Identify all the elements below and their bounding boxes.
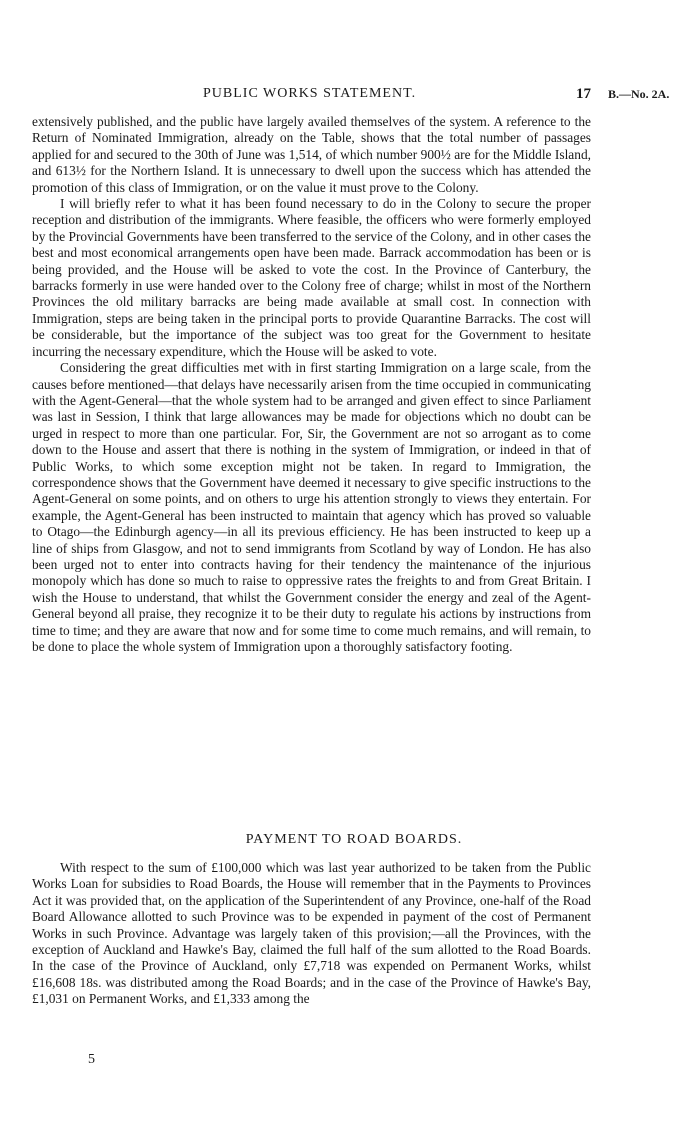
page-header	[0, 86, 700, 106]
paragraph-reception-distribution: I will briefly refer to what it has been found necessary to do in the Colony to secure the proper reception and distribution of the immigrants. Where feasible, the officers who were formerly employed by the Provincial Governments have been transferred to the service of the Colony, and in other cases the best and most economical arrangements open have been made. Barrack accommodation has been or is being provided, and the House will be asked to vote the cost. In the Province of Canterbury, the barracks formerly in use were handed over to the Colony free of charge; whilst in most of the Northern Provinces the old military barracks are being made available at small cost. In connection with Immigration, steps are being taken in the principal ports to provide Quarantine Barracks. The cost will be considerable, but the importance of the subject was too great for the Government to hesitate incurring the necessary expenditure, which the House will be asked to vote.	[32, 196, 591, 359]
paragraph-difficulties: Considering the great difficulties met with in first starting Immigration on a large scale, from the causes before mentioned—that delays have necessarily arisen from the time occupied in communicating with the Agent-General—that the whole system had to be arranged and given effect to since Parliament was last in Session, I think that large allowances may be made for objections which no doubt can be urged in respect to more than one particular. For, Sir, the Government are not so arrogant as to come down to the House and assert that there is nothing in the system of Immigration, or indeed in that of Public Works, to which some exception might not be taken. In regard to Immigration, the correspondence shows that the Government have deemed it necessary to give specific instructions to the Agent-General on some points, and on others to urge his attention strongly to views they entertain. For example, the Agent-General has been instructed to maintain that agency which has proved so valuable to Otago—the Edinburgh agency—in all its previous efficiency. He has been instructed to keep up a line of ships from Glasgow, and not to send immigrants from Scotland by way of London. He has also been urged not to enter into contracts having for their tendency the maintenance of the injurious monopoly which has done so much to raise to oppressive rates the freights to and from Great Britain. I wish the House to understand, that whilst the Government consider the energy and zeal of the Agent-General beyond all praise, they recognize it to be their duty to regulate his actions by instructions from time to time; and they are aware that now and for some time to come much remains, and will remain, to be done to place the whole system of Immigration upon a thoroughly satisfactory footing.	[32, 360, 591, 654]
paragraph-road-board-payments: With respect to the sum of £100,000 which was last year authorized to be taken from the Public Works Loan for subsidies to Road Boards, the House will remember that in the Payments to Provinces Act it was provided that, on the application of the Superintendent of any Province, one-half of the Road Board Allowance allotted to such Province was to be expended in payment of the cost of Permanent Works in such Province. Advantage was largely taken of this provision;—all the Provinces, with the exception of Auckland and Hawke's Bay, claimed the full half of the sum allotted to the Road Boards. In the case of the Province of Auckland, only £7,718 was expended on Permanent Works, whilst £16,608 18s. was distributed among the Road Boards; and in the case of the Province of Hawke's Bay, £1,031 on Permanent Works, and £1,333 among the	[32, 860, 591, 1007]
page-number: 17	[576, 86, 591, 102]
running-title: PUBLIC WORKS STATEMENT.	[203, 86, 417, 101]
signature-mark: 5	[88, 1052, 95, 1067]
road-boards-section	[32, 860, 591, 1008]
section-heading-road-boards: PAYMENT TO ROAD BOARDS.	[245, 832, 463, 847]
document-reference: B.—No. 2A.	[608, 87, 670, 101]
paragraph-immigration-return: extensively published, and the public have largely availed themselves of the system. A reference to the Return of Nominated Immigration, already on the Table, shows that the total number of passages applied for and secured to the 30th of June was 1,514, of which number 900½ are for the Middle Island, and 613½ for the Northern Island. It is unnecessary to dwell upon the success which has attended the promotion of this class of Immigration, or on the value it must prove to the Colony.	[32, 114, 591, 195]
immigration-section	[32, 114, 591, 655]
